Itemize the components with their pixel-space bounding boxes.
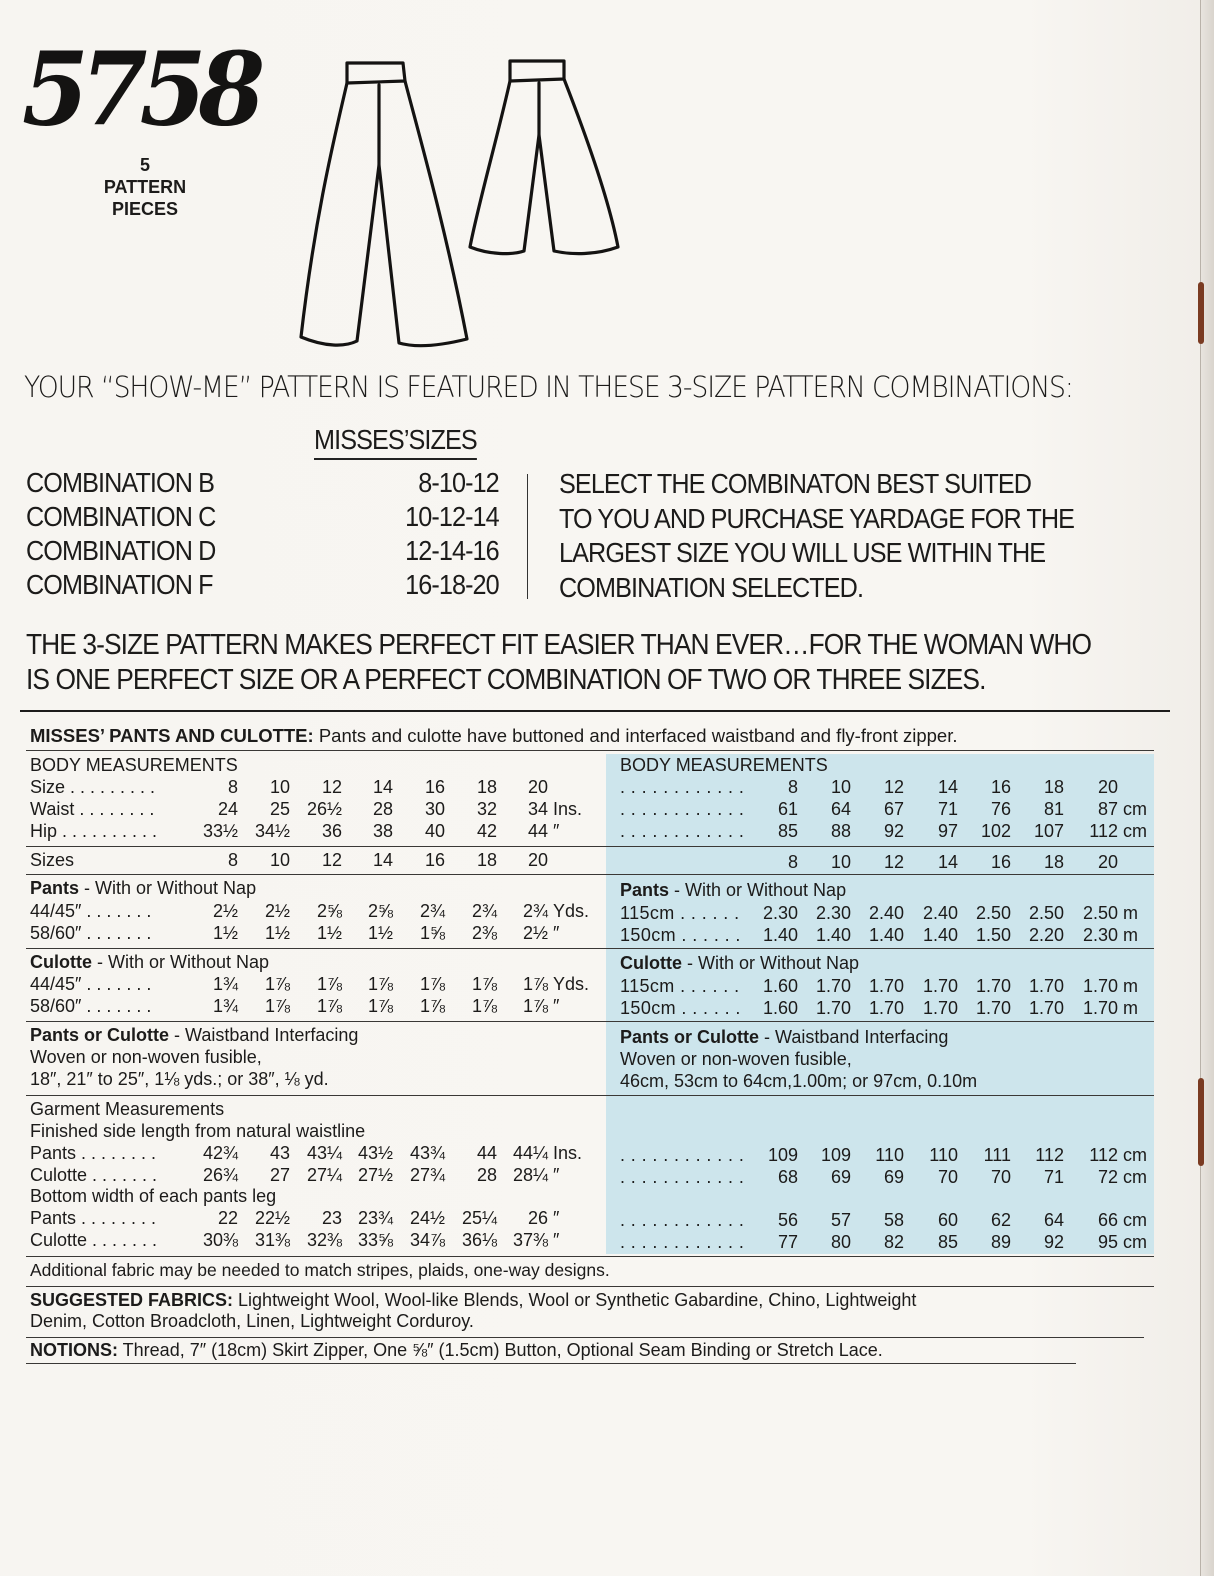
cell-value: 28¼ [512,1165,548,1185]
cell-value: 2.20 [1028,925,1064,945]
row-label: 44/45″ . . . . . . . [30,901,152,921]
cell-value: 26 [527,1208,548,1228]
cell-value: 70 [990,1167,1011,1187]
cell-value: 110 [929,1145,958,1165]
select-line: TO YOU AND PURCHASE YARDAGE FOR THE [559,502,1075,534]
cell-value: 27½ [357,1165,393,1185]
garment-subheading: Bottom width of each pants leg [30,1186,277,1206]
cell-value: 2.30 [815,903,851,923]
cell-value: 107 [1033,821,1064,841]
size-value: 16 [990,852,1011,872]
row-label: . . . . . . . . . . . . [620,799,745,819]
cell-value: 1.70 [975,976,1011,996]
divider [20,710,1170,712]
unit-label: cm [1123,799,1147,819]
cell-value: 22 [217,1208,238,1228]
unit-label: Ins. [553,799,583,819]
notions [30,1340,883,1361]
cell-value: 2½ [522,923,548,943]
section-heading [30,878,256,899]
cell-value: 1.40 [922,925,958,945]
cell-value: 42 [476,821,497,841]
cell-value: 60 [937,1210,958,1230]
table-title-rest: Pants and culotte have buttoned and interfaced waistband and fly-front zipper. [313,725,958,746]
cell-value: 33½ [202,821,238,841]
divider [26,846,1154,847]
cell-value: 112 [1089,821,1118,841]
section-heading-rest: - With or Without Nap [79,878,257,898]
cell-value: 36⅛ [461,1230,497,1250]
combination-label: COMBINATION D [26,535,216,566]
cell-value: 2½ [264,901,290,921]
cell-value: 32 [476,799,497,819]
perfect-line: IS ONE PERFECT SIZE OR A PERFECT COMBINATION OF TWO OR THREE SIZES. [26,664,986,696]
cell-value: 43½ [357,1143,393,1163]
cell-value: 62 [990,1210,1011,1230]
cell-value: 2⅝ [316,901,342,921]
staple [1198,282,1204,344]
cell-value: 1⅞ [264,996,290,1016]
unit-label: cm [1123,1167,1147,1187]
cell-value: 1.70 [975,998,1011,1018]
unit-label: m [1123,998,1138,1018]
cell-value: 27¼ [306,1165,342,1185]
section-heading-bold: Culotte [620,953,682,973]
size-value: 12 [321,850,342,870]
cell-value: 1¾ [212,996,238,1016]
cell-value: 20 [1097,777,1118,797]
row-label: Waist . . . . . . . . [30,799,155,819]
cell-value: 76 [990,799,1011,819]
cell-value: 58 [883,1210,904,1230]
combination-row [26,467,506,501]
suggested-fabrics-label: SUGGESTED FABRICS: [30,1290,234,1310]
cell-value: 8 [787,777,798,797]
cell-value: 102 [980,821,1011,841]
row-label: . . . . . . . . . . . . [620,1210,745,1230]
pattern-number: 5758 [22,30,258,149]
cell-value: 72 [1097,1167,1118,1187]
body-measurements-heading: BODY MEASUREMENTS [30,755,238,775]
notions-label: NOTIONS: [30,1340,118,1360]
cell-value: 1.70 [1082,998,1118,1018]
cell-value: 1⅝ [419,923,445,943]
notions-text: Thread, 7″ (18cm) Skirt Zipper, One ⅝″ (1.5cm) Button, Optional Seam Binding or Stretch Lace. [118,1340,883,1360]
divider [26,1095,1154,1096]
cell-value: 1.70 [1028,976,1064,996]
cell-value: 28 [372,799,393,819]
cell-value: 27¾ [409,1165,445,1185]
perfect-fit-text [26,628,1091,698]
row-label: . . . . . . . . . . . . [620,1167,745,1187]
cell-value: 43¾ [409,1143,445,1163]
cell-value: 1.70 [815,976,851,996]
cell-value: 44¼ [512,1143,548,1163]
cell-value: 18 [1043,777,1064,797]
cell-value: 1.70 [922,998,958,1018]
fabric-note: Additional fabric may be needed to match stripes, plaids, one-way designs. [30,1260,610,1280]
cell-value: 1⅞ [316,974,342,994]
cell-value: 109 [767,1145,798,1165]
cell-value: 1.60 [762,976,798,996]
cell-value: 1.50 [975,925,1011,945]
unit-label: ″ [553,1208,560,1228]
cell-value: 112 [1035,1145,1064,1165]
combination-label: COMBINATION B [26,467,215,498]
divider [26,1021,1154,1022]
row-label: Culotte . . . . . . . [30,1165,158,1185]
cell-value: 82 [883,1232,904,1252]
cell-value: 23 [321,1208,342,1228]
cell-value: 31⅜ [254,1230,290,1250]
size-value: 8 [787,852,798,872]
unit-label: ″ [553,923,560,943]
cell-value: 112 [1089,1145,1118,1165]
section-heading-rest: - With or Without Nap [669,880,847,900]
section-heading-rest: - Waistband Interfacing [169,1025,359,1045]
cell-value: 12 [883,777,904,797]
row-label: 115cm . . . . . . [620,976,740,996]
cell-value: 1.40 [815,925,851,945]
row-label: Pants . . . . . . . . [30,1143,157,1163]
combination-row [26,569,506,603]
section-heading-bold: Pants or Culotte [30,1025,170,1045]
section-heading [30,952,269,973]
section-heading-bold: Pants [620,880,670,900]
suggested-fabrics-text: Lightweight Wool, Wool-like Blends, Wool or Synthetic Gabardine, Chino, Lightweight [233,1290,917,1310]
cell-value: 16 [424,777,445,797]
cell-value: 88 [830,821,851,841]
cell-value: 1¾ [212,974,238,994]
cell-value: 34½ [254,821,290,841]
cell-value: 92 [1043,1232,1064,1252]
combination-label: COMBINATION C [26,501,216,532]
row-label: Size . . . . . . . . . [30,777,156,797]
combinations-headline: YOUR “SHOW-ME” PATTERN IS FEATURED IN THESE 3-SIZE PATTERN COMBINATIONS: [24,370,1073,404]
interfacing-line: Woven or non-woven fusible, [30,1047,262,1067]
cell-value: 25 [269,799,290,819]
cell-value: 1⅞ [522,974,548,994]
cell-value: 68 [777,1167,798,1187]
cell-value: 36 [321,821,342,841]
section-heading [620,953,859,974]
table-title [30,725,958,746]
cell-value: 40 [424,821,445,841]
cell-value: 34⅞ [409,1230,445,1250]
unit-label: cm [1123,1232,1147,1252]
cell-value: 71 [937,799,958,819]
size-value: 14 [372,850,393,870]
cell-value: 67 [883,799,904,819]
metric-body-measurements-heading: BODY MEASUREMENTS [620,755,828,775]
cell-value: 30 [424,799,445,819]
row-label: 150cm . . . . . . [620,925,741,945]
cell-value: 1½ [316,923,342,943]
row-label: . . . . . . . . . . . . [620,777,745,797]
divider [26,874,1154,875]
cell-value: 2¾ [522,901,548,921]
cell-value: 2.30 [762,903,798,923]
interfacing-line: 46cm, 53cm to 64cm,1.00m; or 97cm, 0.10m [620,1071,978,1091]
cell-value: 25¼ [461,1208,497,1228]
cell-value: 1⅞ [367,974,393,994]
row-label: 150cm . . . . . . [620,998,741,1018]
cell-value: 95 [1097,1232,1118,1252]
unit-label: ″ [553,996,560,1016]
cell-value: 80 [830,1232,851,1252]
cell-value: 34 [527,799,548,819]
unit-label: cm [1123,821,1147,841]
unit-label: m [1123,976,1138,996]
interfacing-line: Woven or non-woven fusible, [620,1049,852,1069]
cell-value: 66 [1097,1210,1118,1230]
divider [26,750,1154,751]
cell-value: 2½ [212,901,238,921]
divider [26,1286,1154,1287]
cell-value: 1⅞ [522,996,548,1016]
cell-value: 92 [883,821,904,841]
combinations-list [26,467,506,603]
cell-value: 23¾ [357,1208,393,1228]
pieces-label-2: PIECES [111,199,179,219]
pattern-pieces-count [80,154,210,220]
suggested-fabrics-text: Denim, Cotton Broadcloth, Linen, Lightweight Corduroy. [30,1311,474,1331]
cell-value: 12 [321,777,342,797]
divider [26,1256,1154,1257]
cell-value: 16 [990,777,1011,797]
cell-value: 26½ [306,799,342,819]
cell-value: 14 [372,777,393,797]
cell-value: 1.60 [762,998,798,1018]
size-value: 18 [1043,852,1064,872]
cell-value: 1⅞ [264,974,290,994]
combination-sizes: 16-18-20 [405,569,499,600]
cell-value: 69 [883,1167,904,1187]
section-heading-bold: Culotte [30,952,92,972]
cell-value: 61 [777,799,798,819]
cell-value: 111 [983,1145,1011,1165]
size-value: 10 [269,850,290,870]
row-label: . . . . . . . . . . . . [620,1232,745,1252]
combination-sizes: 10-12-14 [405,501,499,532]
cell-value: 27 [269,1165,290,1185]
size-value: 14 [937,852,958,872]
combination-sizes: 12-14-16 [405,535,499,566]
cell-value: 64 [1043,1210,1064,1230]
cell-value: 1⅞ [419,996,445,1016]
cell-value: 2⅜ [471,923,497,943]
cell-value: 85 [777,821,798,841]
cell-value: 42¾ [202,1143,238,1163]
cell-value: 1½ [212,923,238,943]
cell-value: 44 [476,1143,497,1163]
cell-value: 110 [875,1145,904,1165]
cell-value: 32⅜ [306,1230,342,1250]
size-value: 20 [527,850,548,870]
suggested-fabrics [30,1290,916,1311]
section-heading-bold: Pants or Culotte [620,1027,760,1047]
cell-value: 1.70 [1082,976,1118,996]
cell-value: 24 [217,799,238,819]
divider [26,1363,1076,1364]
cell-value: 1.70 [922,976,958,996]
unit-label: ″ [553,821,560,841]
divider [527,474,528,599]
divider [26,1337,1144,1338]
cell-value: 81 [1043,799,1064,819]
pieces-number: 5 [139,155,150,175]
cell-value: 38 [372,821,393,841]
select-line: SELECT THE COMBINATON BEST SUITED [559,468,1032,499]
cell-value: 1.70 [868,976,904,996]
unit-label: cm [1123,1210,1147,1230]
cell-value: 22½ [254,1208,290,1228]
unit-label: m [1123,925,1138,945]
section-heading [620,880,846,901]
cell-value: 10 [269,777,290,797]
select-line: COMBINATION SELECTED. [559,571,864,603]
row-label: . . . . . . . . . . . . [620,821,745,841]
cell-value: 2.50 [1028,903,1064,923]
size-value: 10 [830,852,851,872]
cell-value: 89 [990,1232,1011,1252]
cell-value: 1.70 [1028,998,1064,1018]
cell-value: 2¾ [419,901,445,921]
cell-value: 85 [937,1232,958,1252]
unit-label: Yds. [553,974,590,994]
section-heading [30,1025,358,1046]
row-label: 58/60″ . . . . . . . [30,923,152,943]
cell-value: 10 [830,777,851,797]
combination-row [26,535,506,569]
cell-value: 70 [937,1167,958,1187]
row-label: . . . . . . . . . . . . [620,1145,745,1165]
cell-value: 77 [777,1232,798,1252]
table-title-bold: MISSES’ PANTS AND CULOTTE: [30,725,314,746]
cell-value: 2.40 [868,903,904,923]
pieces-label-1: PATTERN [103,177,187,197]
unit-label: ″ [553,1165,560,1185]
cell-value: 28 [476,1165,497,1185]
staple [1198,1078,1204,1166]
row-label: 58/60″ . . . . . . . [30,996,152,1016]
cell-value: 1⅞ [367,996,393,1016]
size-value: 12 [883,852,904,872]
section-heading [620,1027,948,1048]
row-label: 115cm . . . . . . [620,903,740,923]
cell-value: 1⅞ [419,974,445,994]
combination-label: COMBINATION F [26,569,213,600]
cell-value: 2.40 [922,903,958,923]
combination-sizes: 8-10-12 [418,467,499,498]
cell-value: 2.50 [975,903,1011,923]
cell-value: 109 [820,1145,851,1165]
section-heading-rest: - With or Without Nap [92,952,270,972]
cell-value: 69 [830,1167,851,1187]
unit-label: ″ [553,1230,560,1250]
cell-value: 26¾ [202,1165,238,1185]
cell-value: 1.70 [815,998,851,1018]
unit-label: Yds. [553,901,590,921]
misses-sizes-heading: MISSES’SIZES [314,424,477,460]
row-label: Hip . . . . . . . . . . [30,821,158,841]
section-heading-rest: - With or Without Nap [682,953,860,973]
divider [26,948,1154,949]
cell-value: 87 [1097,799,1118,819]
select-line: LARGEST SIZE YOU WILL USE WITHIN THE [559,537,1046,568]
interfacing-line: 18″, 21″ to 25″, 1⅛ yds.; or 38″, ⅛ yd. [30,1069,329,1089]
cell-value: 71 [1043,1167,1064,1187]
perfect-line: THE 3-SIZE PATTERN MAKES PERFECT FIT EASIER THAN EVER…FOR THE WOMAN WHO [26,629,1092,661]
row-label: Pants . . . . . . . . [30,1208,157,1228]
cell-value: 1.40 [762,925,798,945]
unit-label: cm [1123,1145,1147,1165]
garment-subheading: Finished side length from natural waistline [30,1121,366,1141]
culotte-illustration-icon [462,55,622,265]
row-label: 44/45″ . . . . . . . [30,974,152,994]
cell-value: 56 [777,1210,798,1230]
cell-value: 97 [937,821,958,841]
sizes-label: Sizes [30,850,75,870]
unit-label: m [1123,903,1138,923]
cell-value: 43¼ [306,1143,342,1163]
cell-value: 1⅞ [316,996,342,1016]
size-value: 16 [424,850,445,870]
cell-value: 18 [476,777,497,797]
cell-value: 2⅝ [367,901,393,921]
cell-value: 64 [830,799,851,819]
cell-value: 1½ [264,923,290,943]
section-heading-bold: Pants [30,878,80,898]
combination-row [26,501,506,535]
size-value: 18 [476,850,497,870]
cell-value: 1⅞ [471,974,497,994]
section-heading-rest: - Waistband Interfacing [759,1027,949,1047]
cell-value: 57 [830,1210,851,1230]
cell-value: 37⅜ [512,1230,548,1250]
row-label: Culotte . . . . . . . [30,1230,158,1250]
cell-value: 30⅜ [202,1230,238,1250]
cell-value: 1⅞ [471,996,497,1016]
cell-value: 2¾ [471,901,497,921]
cell-value: 1.70 [868,998,904,1018]
cell-value: 8 [227,777,238,797]
pants-illustration-icon [295,55,475,355]
cell-value: 2.50 [1082,903,1118,923]
cell-value: 43 [269,1143,290,1163]
select-combination-text [559,467,1074,605]
binding-spine [1200,0,1214,1576]
unit-label: Ins. [553,1143,583,1163]
cell-value: 24½ [409,1208,445,1228]
cell-value: 2.30 [1082,925,1118,945]
cell-value: 1.40 [868,925,904,945]
cell-value: 44 [527,821,548,841]
size-value: 8 [227,850,238,870]
cell-value: 20 [527,777,548,797]
garment-heading: Garment Measurements [30,1099,225,1119]
cell-value: 33⅝ [357,1230,393,1250]
cell-value: 14 [937,777,958,797]
cell-value: 1½ [367,923,393,943]
size-value: 20 [1097,852,1118,872]
